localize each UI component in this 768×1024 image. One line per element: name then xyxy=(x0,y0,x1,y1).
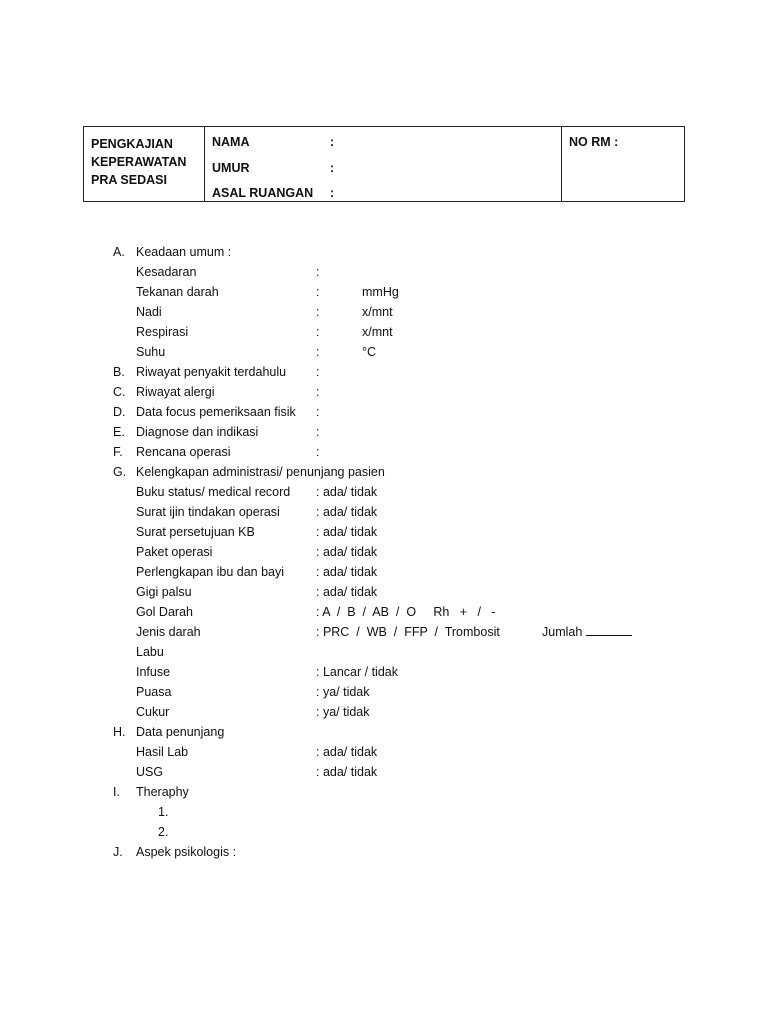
form-title xyxy=(84,127,205,201)
section-title: Kelengkapan administrasi/ penunjang pasien xyxy=(136,465,385,479)
item-label: Jenis darah xyxy=(136,625,201,639)
header-table xyxy=(83,126,685,202)
item-separator: : xyxy=(316,305,320,319)
list-item xyxy=(0,522,768,542)
jumlah-label: Jumlah xyxy=(542,625,583,639)
list-item xyxy=(0,542,768,562)
form-title-line: PENGKAJIAN xyxy=(91,137,173,151)
section-title: Keadaan umum : xyxy=(136,245,232,259)
jumlah-blank[interactable] xyxy=(586,623,632,636)
item-label: Suhu xyxy=(136,345,166,359)
item-value: : ada/ tidak xyxy=(316,745,378,759)
item-separator: : xyxy=(316,445,320,459)
list-item xyxy=(0,822,768,842)
item-unit: °C xyxy=(362,345,377,359)
list-item xyxy=(0,282,768,302)
item-separator: : xyxy=(316,265,320,279)
item-value: : ada/ tidak xyxy=(316,545,378,559)
item-unit: x/mnt xyxy=(362,305,393,319)
list-item xyxy=(0,662,768,682)
section-title: Diagnose dan indikasi xyxy=(136,425,259,439)
item-separator: : xyxy=(316,365,320,379)
list-item xyxy=(0,342,768,362)
item-value: : ada/ tidak xyxy=(316,585,378,599)
section-title: Data focus pemeriksaan fisik xyxy=(136,405,296,419)
therapy-number: 2. xyxy=(158,825,169,839)
item-value: : ada/ tidak xyxy=(316,765,378,779)
list-item xyxy=(0,762,768,782)
item-label: Gol Darah xyxy=(136,605,193,619)
item-label: Cukur xyxy=(136,705,170,719)
section-letter: B. xyxy=(113,365,125,379)
item-value: : A / B / AB / O Rh + / - xyxy=(316,605,496,619)
item-separator: : xyxy=(316,285,320,299)
section-g xyxy=(0,462,768,482)
item-value: : ada/ tidak xyxy=(316,505,378,519)
field-separator: : xyxy=(330,186,335,200)
section-letter: H. xyxy=(113,725,126,739)
field-separator: : xyxy=(330,135,335,149)
list-item xyxy=(0,802,768,822)
section-letter: A. xyxy=(113,245,125,259)
list-item xyxy=(0,562,768,582)
list-item xyxy=(0,582,768,602)
list-item xyxy=(0,262,768,282)
item-label: Kesadaran xyxy=(136,265,197,279)
section-letter: I. xyxy=(113,785,120,799)
item-value: : ada/ tidak xyxy=(316,565,378,579)
item-label: Puasa xyxy=(136,685,172,699)
item-value: : ya/ tidak xyxy=(316,705,370,719)
item-label: Surat persetujuan KB xyxy=(136,525,255,539)
section-b xyxy=(0,362,768,382)
no-rm-label: NO RM : xyxy=(569,135,619,149)
item-separator: : xyxy=(316,405,320,419)
list-item xyxy=(0,322,768,342)
section-title: Data penunjang xyxy=(136,725,225,739)
item-separator: : xyxy=(316,385,320,399)
section-letter: F. xyxy=(113,445,123,459)
item-unit: mmHg xyxy=(362,285,399,299)
section-i xyxy=(0,782,768,802)
section-title: Aspek psikologis : xyxy=(136,845,237,859)
section-letter: E. xyxy=(113,425,125,439)
item-label: Buku status/ medical record xyxy=(136,485,291,499)
item-value: : ya/ tidak xyxy=(316,685,370,699)
section-title: Riwayat penyakit terdahulu xyxy=(136,365,287,379)
item-value: : Lancar / tidak xyxy=(316,665,398,679)
form-title-line: KEPERAWATAN xyxy=(91,155,187,169)
list-item xyxy=(0,622,768,642)
field-separator: : xyxy=(330,161,335,175)
item-unit: x/mnt xyxy=(362,325,393,339)
list-item xyxy=(0,502,768,522)
section-e xyxy=(0,422,768,442)
list-item xyxy=(0,742,768,762)
list-item xyxy=(0,702,768,722)
section-title: Riwayat alergi xyxy=(136,385,215,399)
list-item xyxy=(0,682,768,702)
section-f xyxy=(0,442,768,462)
list-item xyxy=(0,642,768,662)
item-label: Infuse xyxy=(136,665,171,679)
section-j xyxy=(0,842,768,862)
jumlah-field[interactable] xyxy=(542,622,632,642)
item-value: : PRC / WB / FFP / Trombosit xyxy=(316,625,500,639)
therapy-number: 1. xyxy=(158,805,169,819)
item-label: Hasil Lab xyxy=(136,745,189,759)
item-label: Tekanan darah xyxy=(136,285,219,299)
item-label: Surat ijin tindakan operasi xyxy=(136,505,280,519)
list-item xyxy=(0,602,768,622)
item-separator: : xyxy=(316,425,320,439)
item-value: : ada/ tidak xyxy=(316,485,378,499)
item-label: USG xyxy=(136,765,164,779)
section-title: Theraphy xyxy=(136,785,189,799)
section-d xyxy=(0,402,768,422)
item-value: : ada/ tidak xyxy=(316,525,378,539)
section-c xyxy=(0,382,768,402)
field-label: ASAL RUANGAN xyxy=(212,186,314,200)
item-label: Nadi xyxy=(136,305,162,319)
item-label: Perlengkapan ibu dan bayi xyxy=(136,565,285,579)
section-letter: C. xyxy=(113,385,126,399)
section-letter: D. xyxy=(113,405,126,419)
section-title: Rencana operasi xyxy=(136,445,231,459)
item-label: Gigi palsu xyxy=(136,585,192,599)
item-separator: : xyxy=(316,345,320,359)
list-item xyxy=(0,302,768,322)
section-letter: J. xyxy=(113,845,123,859)
section-a xyxy=(0,242,768,262)
no-rm-field[interactable] xyxy=(562,127,684,201)
section-letter: G. xyxy=(113,465,127,479)
field-label: NAMA xyxy=(212,135,250,149)
section-h xyxy=(0,722,768,742)
item-label: Paket operasi xyxy=(136,545,213,559)
item-separator: : xyxy=(316,325,320,339)
field-label: UMUR xyxy=(212,161,250,175)
list-item xyxy=(0,482,768,502)
form-title-line: PRA SEDASI xyxy=(91,173,167,187)
item-label: Respirasi xyxy=(136,325,189,339)
patient-fields xyxy=(205,127,562,201)
item-label: Labu xyxy=(136,645,164,659)
